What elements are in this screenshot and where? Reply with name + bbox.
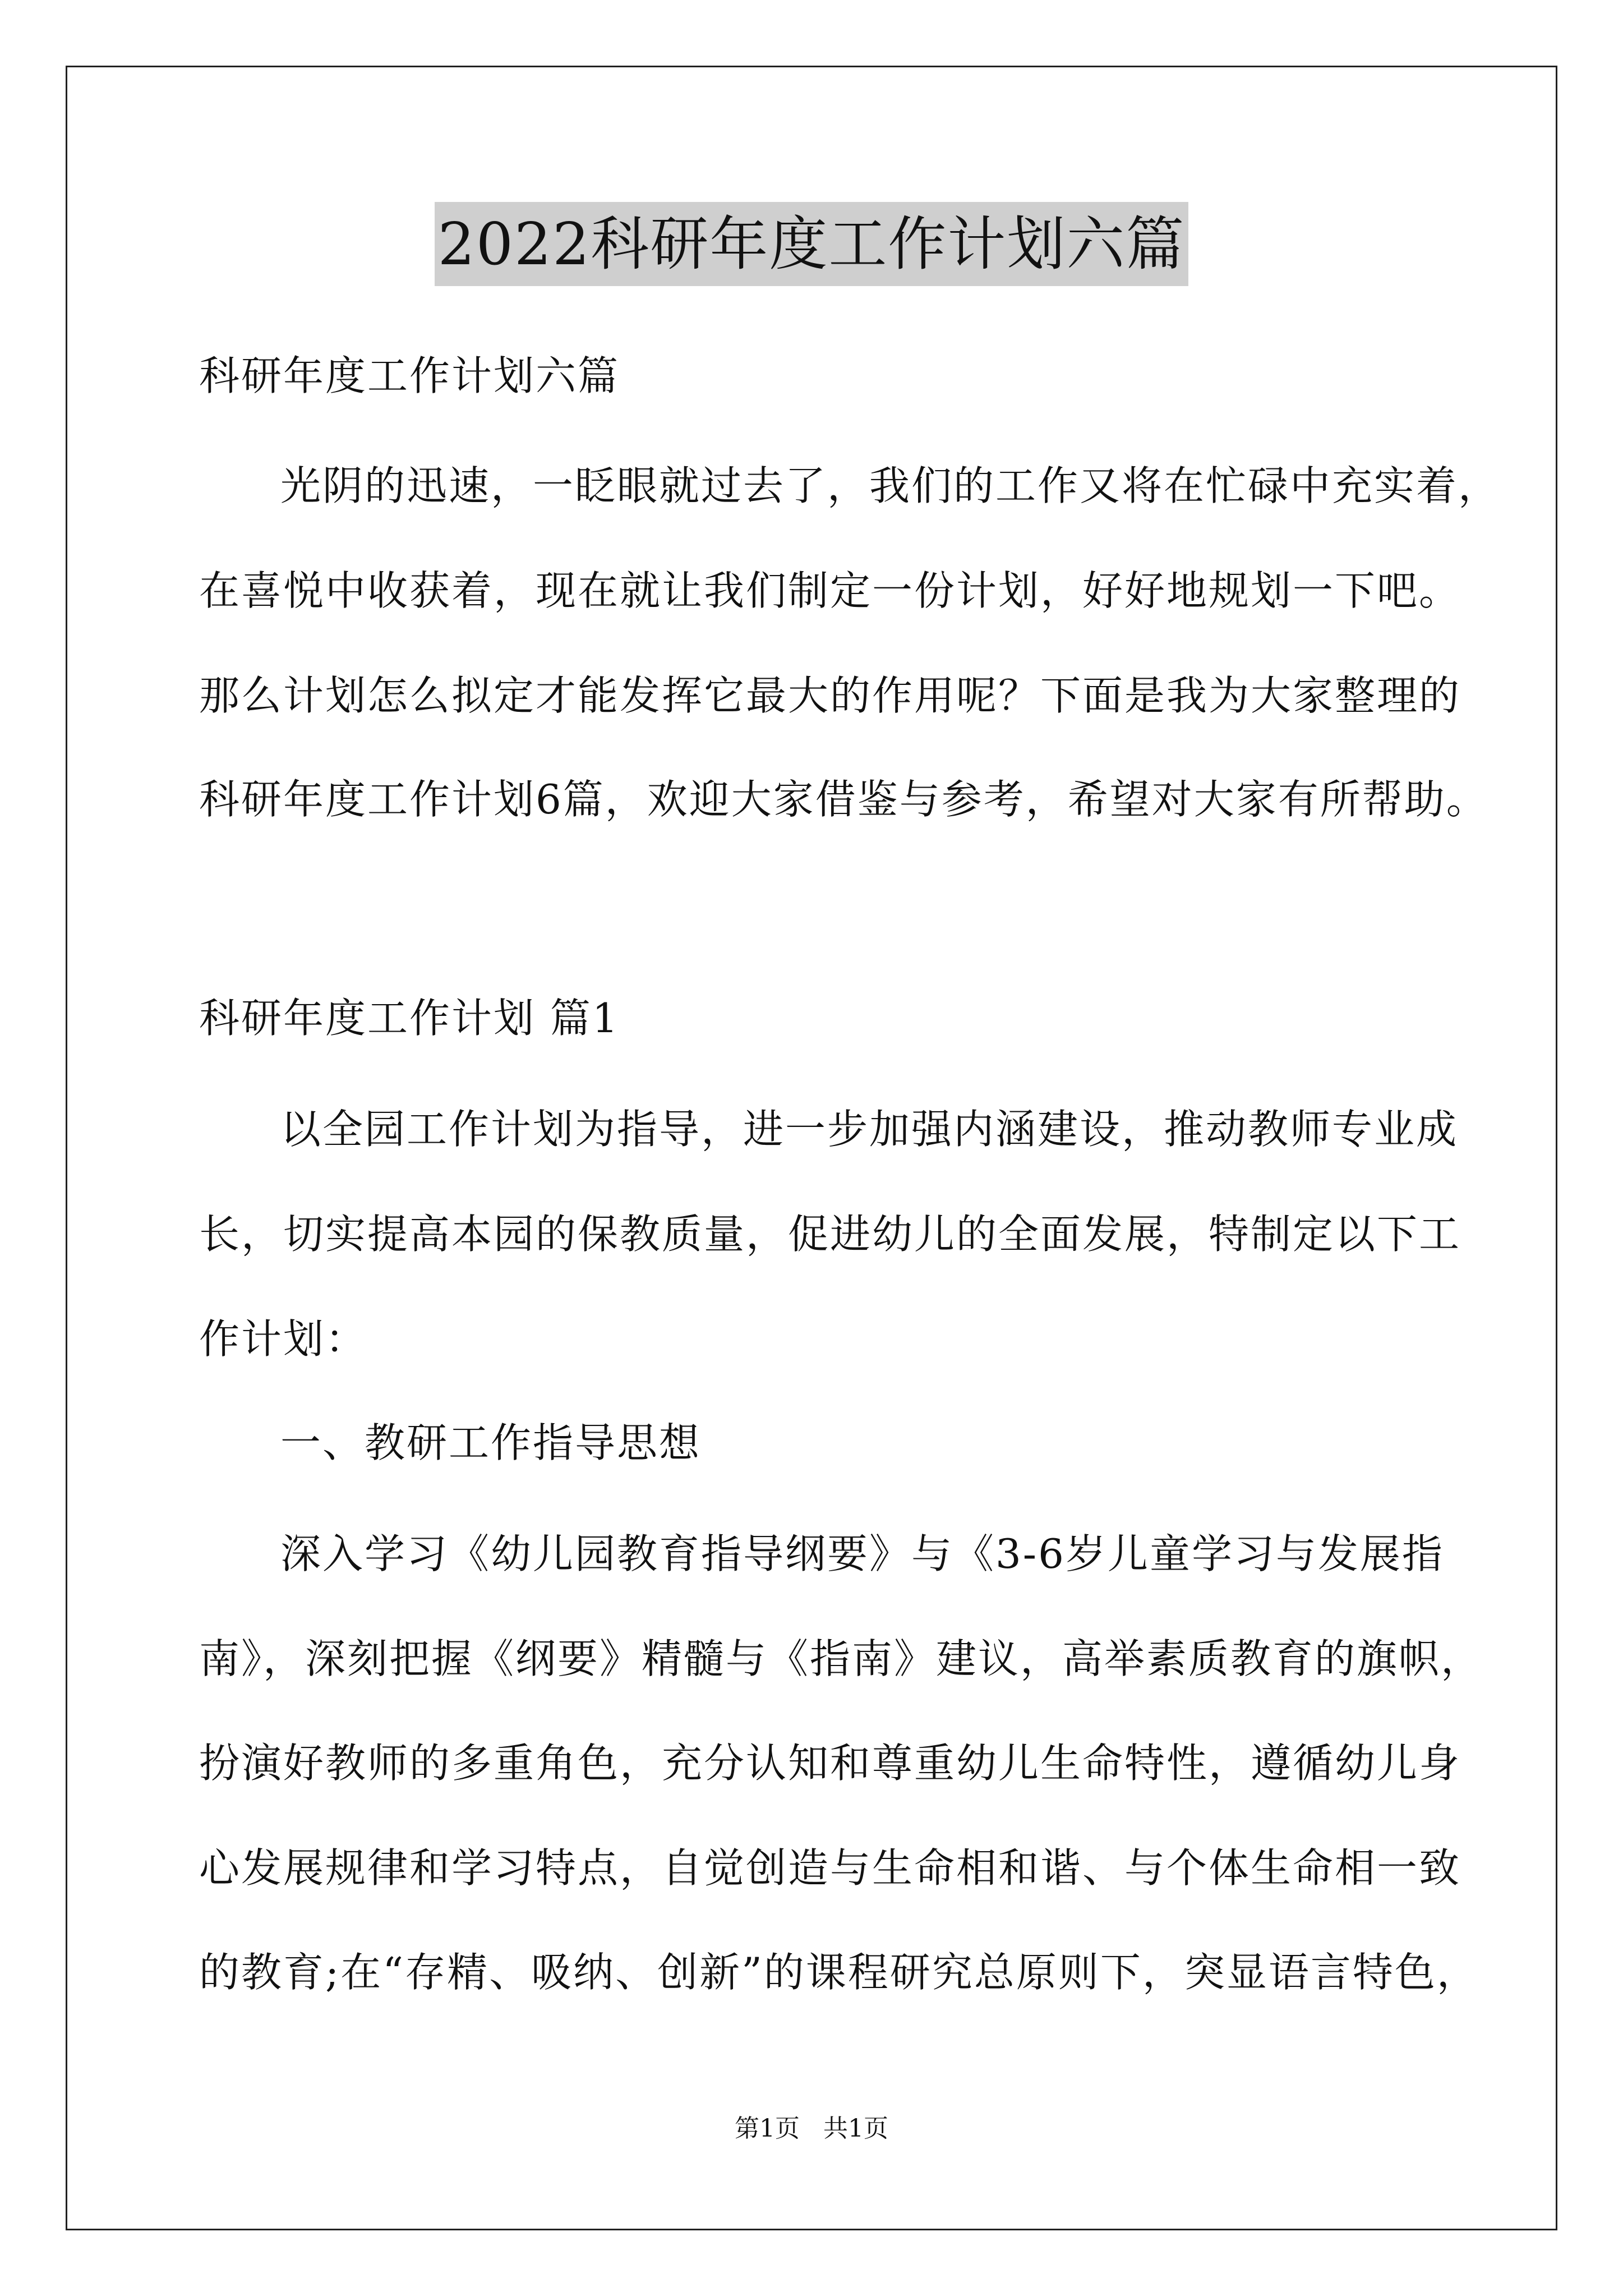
paragraph-line: 科研年度工作计划6篇，欢迎大家借鉴与参考，希望对大家有所帮助。 (199, 776, 1488, 823)
subsection-heading: 一、教研工作指导思想 (280, 1419, 702, 1466)
page-footer (0, 2112, 1623, 2146)
title-block (0, 202, 1623, 286)
paragraph-line: 的教育;在“存精、吸纳、创新”的课程研究总原则下，突显语言特色， (199, 1949, 1479, 1996)
paragraph-line: 心发展规律和学习特点，自觉创造与生命相和谐、与个体生命相一致 (199, 1844, 1461, 1892)
paragraph-line: 深入学习《幼儿园教育指导纲要》与《3-6岁儿童学习与发展指 (280, 1530, 1444, 1577)
paragraph-line: 在喜悦中收获着，现在就让我们制定一份计划，好好地规划一下吧。 (199, 567, 1461, 614)
document-title: 2022科研年度工作计划六篇 (435, 202, 1189, 286)
paragraph-line: 以全园工作计划为指导，进一步加强内涵建设，推动教师专业成 (280, 1106, 1459, 1153)
paragraph-line: 光阴的迅速，一眨眼就过去了，我们的工作又将在忙碌中充实着， (280, 462, 1501, 509)
subtitle-line: 科研年度工作计划六篇 (199, 352, 620, 399)
paragraph-line: 南》，深刻把握《纲要》精髓与《指南》建议，高举素质教育的旗帜， (199, 1635, 1483, 1682)
paragraph-line: 那么计划怎么拟定才能发挥它最大的作用呢？下面是我为大家整理的 (199, 672, 1461, 719)
page-total: 共1页 (823, 2114, 888, 2143)
section-heading: 科研年度工作计划 篇1 (199, 995, 620, 1042)
paragraph-line: 作计划： (199, 1315, 368, 1363)
paragraph-line: 扮演好教师的多重角色，充分认知和尊重幼儿生命特性，遵循幼儿身 (199, 1740, 1461, 1787)
paragraph-line: 长，切实提高本园的保教质量，促进幼儿的全面发展，特制定以下工 (199, 1211, 1461, 1258)
page-number: 第1页 (735, 2114, 800, 2143)
